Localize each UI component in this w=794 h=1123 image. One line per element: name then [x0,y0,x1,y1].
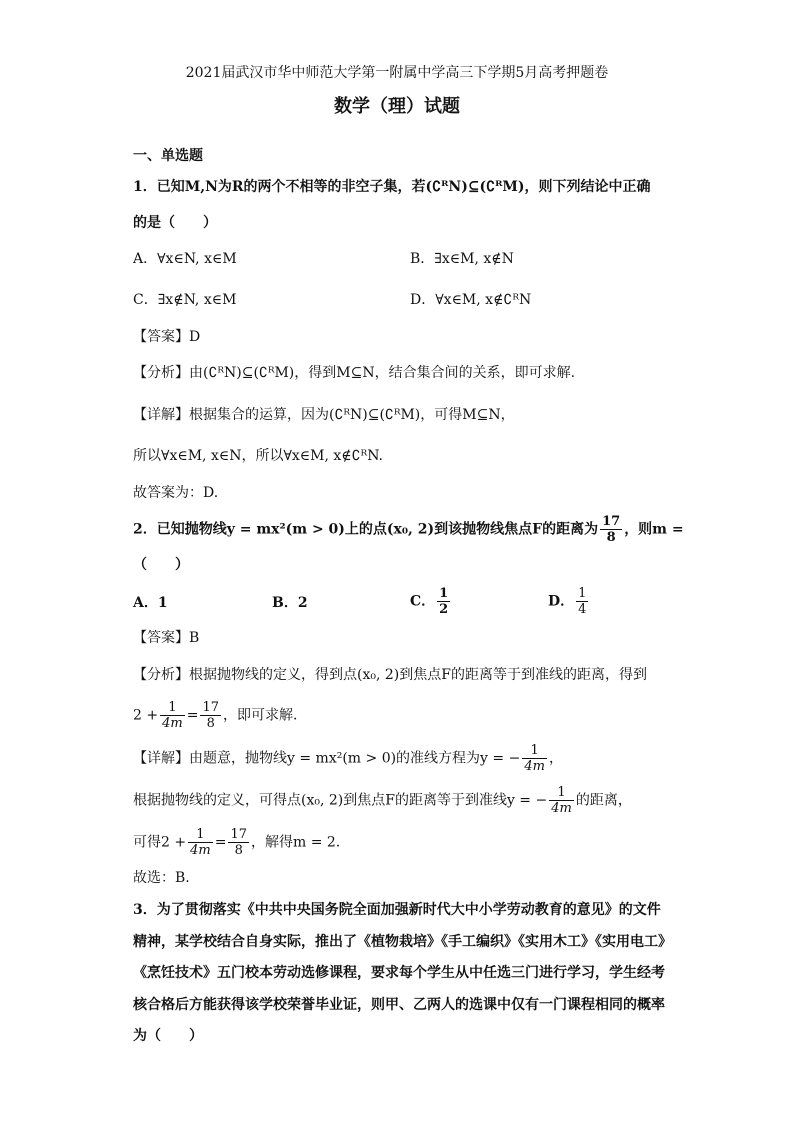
section-heading: 一、单选题 [133,148,203,164]
q2-analysis-2-frac [160,700,185,731]
q2-option-c [410,586,452,617]
exam-title: 2021届武汉市华中师范大学第一附属中学高三下学期5月高考押题卷 [185,65,609,81]
q2-option-d-fraction [576,586,588,617]
q2-detail-2-tail: 的距离， [575,792,632,809]
q2-fraction-denominator: 8 [606,530,616,545]
q1-detail-2: 所以∀x∈M, x∈N，所以∀x∈M, x∉∁ᴿN. [133,448,384,464]
q2-analysis-2-rhs [200,700,221,731]
q1-detail: 【详解】根据集合的运算，因为(∁ᴿN)⊆(∁ᴿM)，可得M⊆N， [133,407,515,423]
q1-option-a: A．∀x∈N, x∈M [133,251,237,267]
q2-analysis-2-frac-den: 4m [162,716,183,731]
q2-option-c-num: 1 [439,586,449,601]
q2-analysis-2-rhs-den: 8 [206,716,215,731]
q2-stem-part1: 2．已知抛物线y = mx²(m > 0)上的点(x₀, 2)到该抛物线焦点F的距离为 [133,521,599,538]
q1-option-c: C．∃x∉N, x∈M [133,292,237,308]
q2-detail-text: 【详解】由题意，抛物线y = mx²(m > 0)的准线方程为y = − [133,750,521,767]
q2-detail-3-lhs: 可得2 + [133,834,187,851]
q1-analysis: 【分析】由(∁ᴿN)⊆(∁ᴿM)，得到M⊆N，结合集合间的关系，即可求解. [133,365,576,381]
q2-detail-tail: ， [548,750,563,767]
q2-detail-2-frac-den: 4m [551,801,572,816]
q2-analysis-2-tail: ，即可求解. [222,707,298,724]
q2-detail-frac-den: 4m [524,759,545,774]
q2-stem-fraction [600,514,622,545]
q1-answer: 【答案】D [133,329,201,345]
q2-option-c-label: C． [410,593,436,610]
q2-option-c-den: 2 [439,602,449,617]
q3-stem-line1: 3．为了贯彻落实《中共中央国务院全面加强新时代大中小学劳动教育的意见》的文件 [133,902,661,918]
q2-detail-frac [522,743,547,774]
q1-stem-line1: 1．已知M,N为R的两个不相等的非空子集，若(∁ᴿN)⊆(∁ᴿM)，则下列结论中正确 [133,179,651,195]
q1-option-d: D．∀x∈M, x∉∁ᴿN [410,292,532,308]
q3-stem-line5: 为（ ） [133,1028,203,1044]
q2-option-a: A．1 [133,595,168,611]
q2-detail-3-rhs-den: 8 [234,843,243,858]
q2-detail-3-rhs-num: 17 [230,827,247,842]
q2-detail-2-frac [549,785,574,816]
q2-stem-part2: ，则m = [624,521,684,538]
exam-subtitle: 数学（理）试题 [334,96,460,117]
q2-detail-frac-num: 1 [522,743,547,759]
q3-stem-line4: 核合格后方能获得该学校荣誉毕业证，则甲、乙两人的选课中仅有一门课程相同的概率 [133,997,665,1013]
q2-detail-3 [133,827,340,858]
q1-stem-line2: 的是（ ） [133,215,217,231]
q2-stem-line2: （ ） [133,557,189,573]
q2-detail-3-frac [188,827,213,858]
q1-conclusion: 故答案为：D. [133,485,219,501]
q3-stem-line2: 精神，某学校结合自身实际，推出了《植物栽培》《手工编织》《实用木工》《实用电工》 [133,934,672,950]
q2-analysis-2-rhs-num: 17 [202,700,219,715]
q2-detail-3-eq: = [214,834,227,851]
q2-detail-3-rhs [228,827,249,858]
q2-analysis-2-eq: = [186,707,199,724]
q2-analysis-2-frac-num: 1 [160,700,185,716]
q3-stem-line3: 《烹饪技术》五门校本劳动选修课程，要求每个学生从中任选三门进行学习，学生经考 [133,965,665,981]
q2-analysis: 【分析】根据抛物线的定义，得到点(x₀, 2)到焦点F的距离等于到准线的距离，得到 [133,667,647,683]
q2-detail-3-frac-num: 1 [188,827,213,843]
q2-answer: 【答案】B [133,630,200,646]
q2-option-d [548,586,590,617]
q2-option-d-label: D． [548,593,575,610]
q2-detail [133,743,563,774]
q2-detail-2-frac-num: 1 [549,785,574,801]
q2-detail-3-tail: ，解得m = 2. [250,834,341,851]
q2-analysis-2 [133,700,297,731]
q2-analysis-2-lhs: 2 + [133,707,159,724]
q2-option-c-fraction [437,586,450,617]
q1-option-b: B．∃x∈M, x∉N [410,251,514,267]
q2-detail-2-text: 根据抛物线的定义，可得点(x₀, 2)到焦点F的距离等于到准线y = − [133,792,548,809]
q2-stem-line1 [133,514,684,545]
q2-option-d-num: 1 [578,586,587,601]
q2-fraction-numerator: 17 [602,514,621,529]
q2-option-b: B．2 [272,595,308,611]
q2-detail-2 [133,785,632,816]
q2-option-d-den: 4 [578,602,587,617]
q2-detail-3-frac-den: 4m [190,843,211,858]
q2-conclusion: 故选：B. [133,870,190,886]
